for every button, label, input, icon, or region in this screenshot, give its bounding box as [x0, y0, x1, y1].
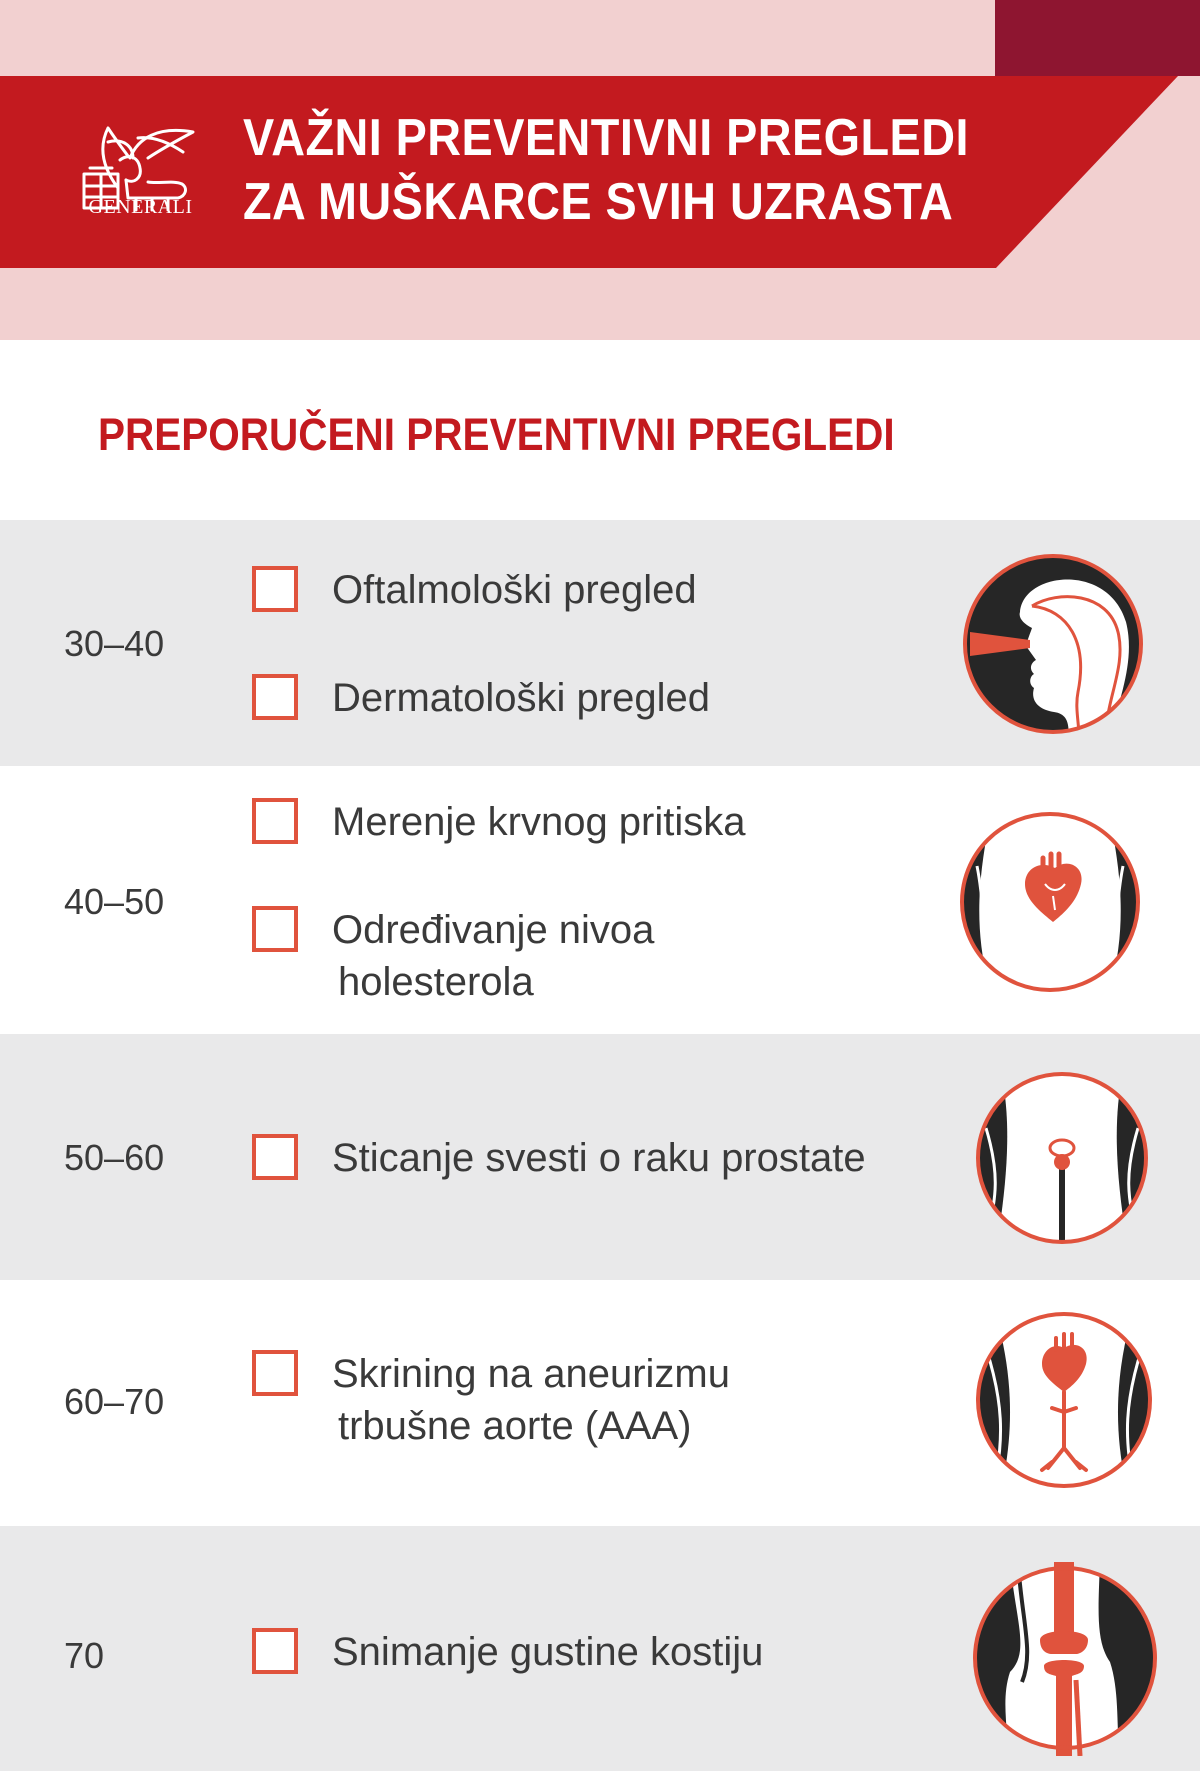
age-label: 40–50: [64, 881, 165, 922]
checkbox-aneurizma[interactable]: [252, 1350, 298, 1396]
age-label: 50–60: [64, 1137, 165, 1178]
checkbox-prostata[interactable]: [252, 1134, 298, 1180]
item-label-continued: holesterola: [338, 960, 534, 1004]
aorta-icon: [972, 1308, 1156, 1494]
checkbox-holesterol[interactable]: [252, 906, 298, 952]
eye-exam-icon: [958, 552, 1148, 744]
prostate-icon: [972, 1068, 1152, 1250]
age-row-40-50: [0, 766, 1200, 1034]
age-label: 60–70: [64, 1381, 165, 1422]
item-label: Oftalmološki pregled: [332, 568, 697, 612]
item-label-continued: trbušne aorte (AAA): [338, 1404, 692, 1448]
item-label: Dermatološki pregled: [332, 676, 710, 720]
heart-icon: [955, 806, 1145, 998]
age-row-70: [0, 1526, 1200, 1771]
item-label: Merenje krvnog pritiska: [332, 800, 746, 844]
logo-text: GENERALI: [88, 196, 193, 218]
item-label: Snimanje gustine kostiju: [332, 1630, 764, 1674]
section-heading: PREPORUČENI PREVENTIVNI PREGLEDI: [98, 409, 895, 460]
checkbox-krvni-pritisak[interactable]: [252, 798, 298, 844]
knee-bone-icon: [970, 1562, 1160, 1756]
checkbox-gustina-kostiju[interactable]: [252, 1628, 298, 1674]
age-label: 70: [64, 1635, 105, 1676]
page-title-line-2: ZA MUŠKARCE SVIH UZRASTA: [243, 173, 954, 231]
item-label: Određivanje nivoa: [332, 908, 655, 952]
age-label: 30–40: [64, 623, 165, 664]
checkbox-oftalmoloski[interactable]: [252, 566, 298, 612]
item-label: Sticanje svesti o raku prostate: [332, 1136, 866, 1180]
age-row-50-60: [0, 1034, 1200, 1280]
age-row-60-70: [0, 1280, 1200, 1526]
age-row-30-40: [0, 520, 1200, 766]
item-label: Skrining na aneurizmu: [332, 1352, 730, 1396]
checkbox-dermatoloski[interactable]: [252, 674, 298, 720]
page-title-line-1: VAŽNI PREVENTIVNI PREGLEDI: [243, 109, 969, 167]
